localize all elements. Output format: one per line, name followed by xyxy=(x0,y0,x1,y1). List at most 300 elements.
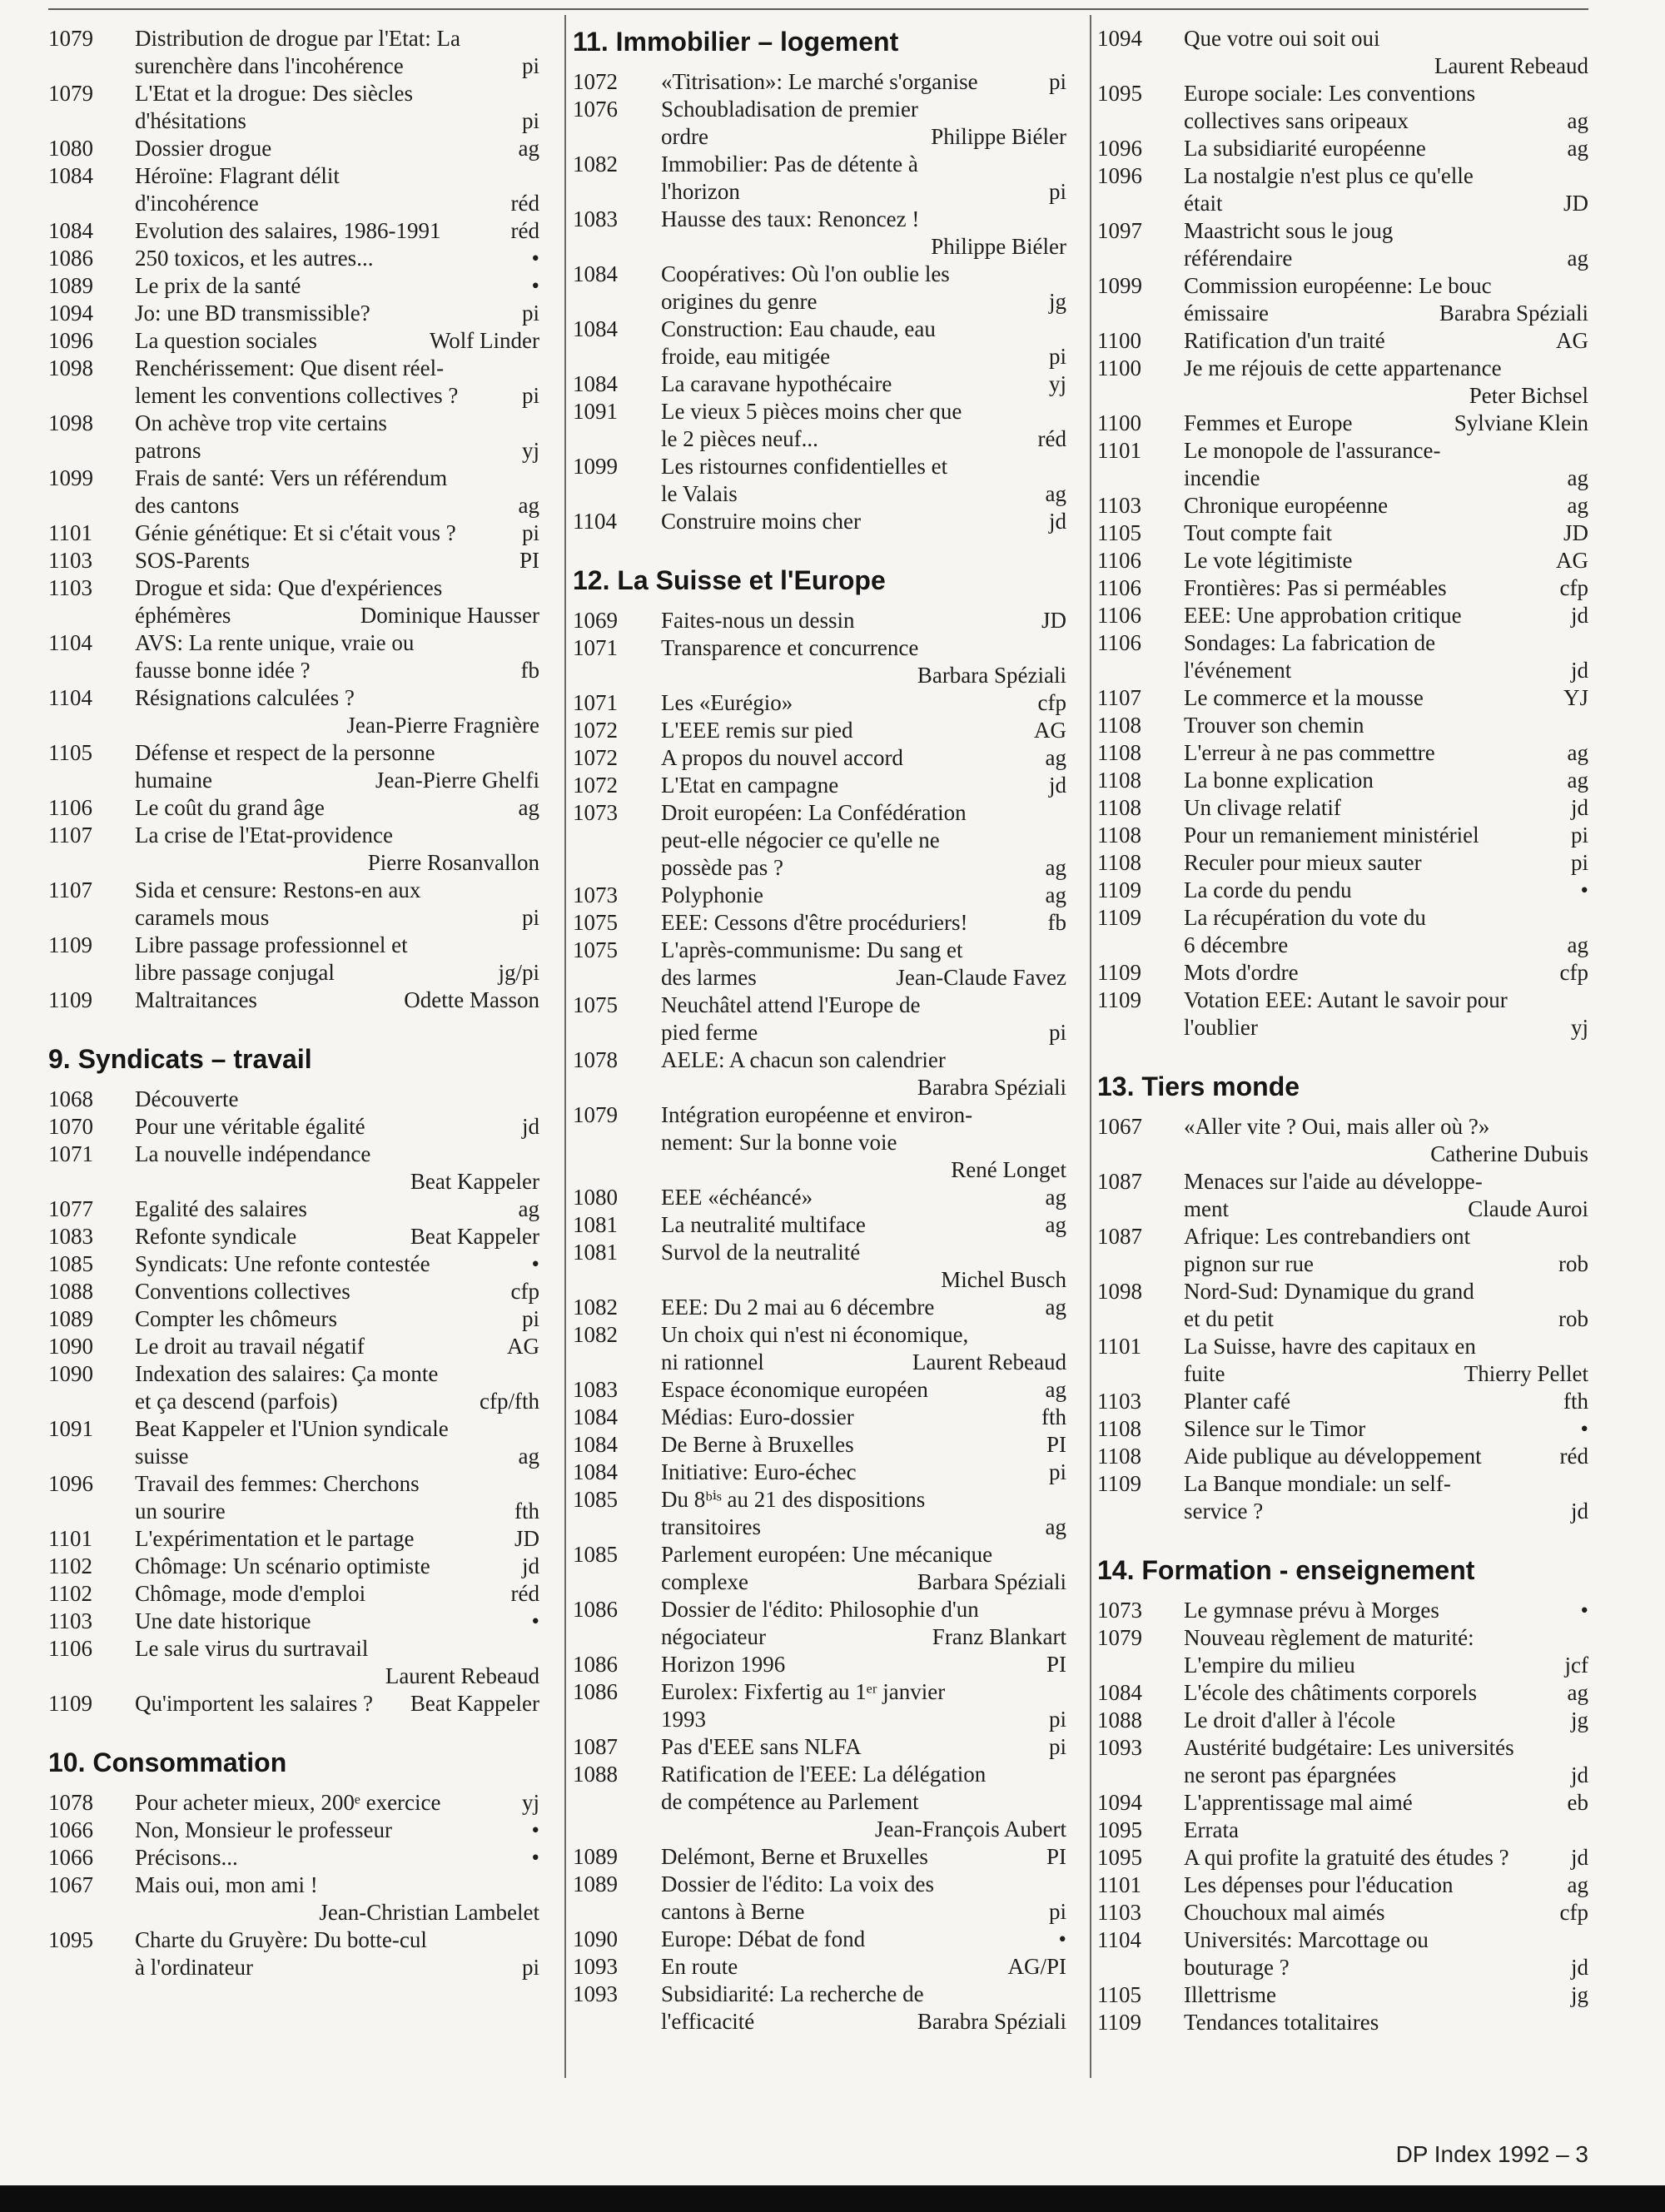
title-fragment: Commission européenne: Le bouc xyxy=(1184,273,1492,298)
issue-number: 1103 xyxy=(1097,1900,1141,1925)
author-credit: pi xyxy=(521,301,539,326)
entry-line xyxy=(661,909,1066,937)
index-entry xyxy=(48,1817,539,1844)
title-fragment: Maastricht sous le joug xyxy=(1184,218,1394,243)
issue-number: 1107 xyxy=(48,877,92,902)
entry-line xyxy=(135,519,539,547)
entry-body xyxy=(661,1596,1066,1651)
entry-body xyxy=(1184,327,1588,355)
section-heading: 13. Tiers monde xyxy=(1097,1071,1300,1101)
issue-number: 1101 xyxy=(48,520,92,545)
issue-number: 1109 xyxy=(1097,960,1141,985)
article-title: Pas d'EEE sans NLFA xyxy=(661,1734,862,1759)
entry-body xyxy=(1184,1443,1588,1470)
entry-line xyxy=(135,1525,539,1553)
title-fragment: Les ristournes confidentielles et xyxy=(661,454,948,479)
entry-line xyxy=(1184,437,1588,465)
entry-line xyxy=(1184,80,1588,107)
author-credit: pi xyxy=(1048,1899,1066,1924)
issue-number: 1105 xyxy=(48,740,92,765)
entry-body xyxy=(135,1608,539,1635)
entry-line xyxy=(135,107,539,135)
top-rule xyxy=(48,8,1588,10)
index-entry xyxy=(48,574,539,629)
author-credit: yj xyxy=(521,438,539,463)
entry-line xyxy=(1184,1872,1588,1899)
entry-line xyxy=(661,261,1066,288)
entry-line xyxy=(661,1101,1066,1129)
issue-number: 1079 xyxy=(573,1102,618,1127)
issue-number: 1109 xyxy=(1097,905,1141,930)
entry-line xyxy=(135,1872,539,1899)
entry-line xyxy=(661,151,1066,178)
title-fragment: L'empire du milieu xyxy=(1184,1653,1355,1678)
author-credit: réd xyxy=(510,218,539,243)
entry-body xyxy=(1184,1333,1588,1388)
index-entry xyxy=(48,1926,539,1981)
article-title xyxy=(661,1541,1066,1596)
article-title: A propos du nouvel accord xyxy=(661,745,903,770)
entry-line xyxy=(661,1349,1066,1376)
author-credit: pi xyxy=(1048,344,1066,369)
author-credit: AG xyxy=(507,1334,539,1359)
author-credit: • xyxy=(531,1845,539,1870)
entry-line xyxy=(1184,1734,1588,1762)
article-title xyxy=(1184,1278,1588,1333)
index-entry xyxy=(48,135,539,162)
issue-number: 1068 xyxy=(48,1086,93,1111)
index-entry xyxy=(1097,849,1588,877)
author-credit: Jean-Pierre Ghelfi xyxy=(375,768,539,793)
author-credit: Thierry Pellet xyxy=(1464,1361,1588,1386)
author-credit: jd xyxy=(1570,1762,1588,1787)
issue-number: 1104 xyxy=(48,630,92,655)
author-credit: AG xyxy=(1556,328,1588,353)
entry-line xyxy=(1184,794,1588,822)
entry-body xyxy=(1184,987,1588,1041)
section-heading: 12. La Suisse et l'Europe xyxy=(573,565,886,595)
article-title xyxy=(661,1871,1066,1926)
entry-body xyxy=(661,1211,1066,1239)
issue-number: 1073 xyxy=(573,800,618,825)
entry-line xyxy=(661,1981,1066,2008)
title-fragment: complexe xyxy=(661,1569,748,1594)
author-credit: jd xyxy=(1570,795,1588,820)
entry-body xyxy=(135,519,539,547)
index-entry xyxy=(573,689,1066,717)
author-credit: jd xyxy=(1570,1499,1588,1524)
article-title: Refonte syndicale xyxy=(135,1224,297,1249)
article-title: Delémont, Berne et Bruxelles xyxy=(661,1844,928,1869)
index-entry xyxy=(573,634,1066,689)
entry-line xyxy=(661,316,1066,343)
entry-body xyxy=(661,1926,1066,1953)
entry-body xyxy=(661,316,1066,370)
article-title: Le vote légitimiste xyxy=(1184,548,1353,573)
article-title: Qu'importent les salaires ? xyxy=(135,1691,374,1716)
entry-body xyxy=(135,80,539,135)
index-entry xyxy=(1097,1223,1588,1278)
article-title xyxy=(135,465,539,519)
index-entry xyxy=(48,1844,539,1872)
entry-body xyxy=(1184,410,1588,437)
title-fragment: Libre passage professionnel et xyxy=(135,932,408,957)
entry-line xyxy=(661,1788,1066,1816)
index-entry xyxy=(1097,80,1588,135)
issue-number: 1089 xyxy=(573,1844,618,1869)
author-credit: pi xyxy=(1048,1734,1066,1759)
index-entry xyxy=(1097,437,1588,492)
issue-number: 1106 xyxy=(1097,548,1141,573)
index-entry xyxy=(573,151,1066,206)
author-credit: Odette Masson xyxy=(404,987,539,1012)
entry-line xyxy=(661,370,1066,398)
entry-body xyxy=(135,1525,539,1553)
author-credit: ag xyxy=(1045,1212,1066,1237)
entry-body xyxy=(135,1195,539,1223)
article-title xyxy=(135,629,539,684)
issue-number: 1109 xyxy=(48,987,92,1012)
article-title xyxy=(661,96,1066,151)
entry-body xyxy=(1184,217,1588,272)
article-title: Planter café xyxy=(1184,1389,1291,1414)
index-entry xyxy=(1097,794,1588,822)
author-credit: Barbara Spéziali xyxy=(917,663,1066,688)
entry-body xyxy=(1184,1844,1588,1872)
article-title: Ratification d'un traité xyxy=(1184,328,1385,353)
title-fragment: Nord-Sud: Dynamique du grand xyxy=(1184,1279,1474,1304)
issue-number: 1072 xyxy=(573,718,618,743)
index-entry xyxy=(1097,712,1588,739)
title-fragment: cantons à Berne xyxy=(661,1899,805,1924)
issue-number: 1100 xyxy=(1097,328,1141,353)
author-credit: yj xyxy=(1048,371,1066,396)
issue-number: 1108 xyxy=(1097,740,1141,765)
entry-line xyxy=(1184,1470,1588,1498)
entry-line xyxy=(135,1443,539,1470)
entry-body xyxy=(661,937,1066,992)
issue-number: 1103 xyxy=(1097,1389,1141,1414)
index-entry xyxy=(48,822,539,877)
index-entry xyxy=(1097,1844,1588,1872)
author-credit: • xyxy=(531,246,539,271)
title-fragment: Ratification de l'EEE: La délégation xyxy=(661,1762,987,1787)
issue-number: 1102 xyxy=(48,1581,92,1606)
entry-line xyxy=(1184,739,1588,767)
entry-line xyxy=(1184,1168,1588,1195)
issue-number: 1090 xyxy=(48,1361,93,1386)
entry-line xyxy=(661,123,1066,151)
entry-body xyxy=(1184,1817,1588,1844)
issue-number: 1108 xyxy=(1097,768,1141,793)
author-credit: ag xyxy=(1567,932,1588,957)
title-fragment: et du petit xyxy=(1184,1306,1274,1331)
entry-body xyxy=(135,300,539,327)
index-entry xyxy=(48,1608,539,1635)
issue-number: 1108 xyxy=(1097,795,1141,820)
article-title xyxy=(135,355,539,410)
author-credit: Jean-Pierre Fragnière xyxy=(346,713,539,738)
issue-number: 1105 xyxy=(1097,520,1141,545)
author-credit: • xyxy=(1580,877,1588,902)
entry-line xyxy=(1184,1652,1588,1679)
index-entry xyxy=(1097,327,1588,355)
article-title: Chômage, mode d'emploi xyxy=(135,1581,366,1606)
title-fragment: fausse bonne idée ? xyxy=(135,658,311,683)
issue-number: 1107 xyxy=(1097,685,1141,710)
entry-body xyxy=(135,1250,539,1278)
article-title: EEE: Cessons d'être procéduriers! xyxy=(661,910,968,935)
issue-number: 1095 xyxy=(1097,81,1142,106)
issue-number: 1098 xyxy=(48,410,93,435)
entry-line xyxy=(1184,25,1588,52)
entry-line xyxy=(135,80,539,107)
title-fragment: fuite xyxy=(1184,1361,1225,1386)
index-entry xyxy=(48,1223,539,1250)
entry-body xyxy=(1184,574,1588,602)
issue-number: 1095 xyxy=(1097,1817,1142,1842)
entry-line xyxy=(1184,190,1588,217)
index-entry xyxy=(573,1294,1066,1321)
issue-number: 1080 xyxy=(48,136,93,161)
title-fragment: référendaire xyxy=(1184,246,1293,271)
index-entry xyxy=(1097,877,1588,904)
entry-line xyxy=(1184,1278,1588,1305)
entry-body xyxy=(661,1486,1066,1541)
author-credit: • xyxy=(1058,1926,1066,1951)
issue-number: 1099 xyxy=(48,465,93,490)
issue-number: 1084 xyxy=(573,316,618,341)
index-entry xyxy=(573,398,1066,453)
index-entry xyxy=(573,1678,1066,1733)
entry-body xyxy=(1184,904,1588,959)
author-credit: pi xyxy=(1048,69,1066,94)
entry-line xyxy=(135,1817,539,1844)
title-fragment: Menaces sur l'aide au développe- xyxy=(1184,1169,1483,1194)
issue-number: 1109 xyxy=(1097,2010,1141,2035)
author-credit: ag xyxy=(518,493,539,518)
author-credit: ag xyxy=(1045,855,1066,880)
author-credit: cfp xyxy=(1559,960,1588,985)
index-entry xyxy=(1097,492,1588,519)
article-title: «Titrisation»: Le marché s'organise xyxy=(661,69,978,94)
issue-number: 1084 xyxy=(573,261,618,286)
entry-body xyxy=(661,398,1066,453)
section-heading: 14. Formation - enseignement xyxy=(1097,1555,1475,1585)
issue-number: 1067 xyxy=(48,1872,93,1897)
entry-body xyxy=(135,1333,539,1360)
entry-line xyxy=(661,1623,1066,1651)
title-fragment: collectives sans oripeaux xyxy=(1184,108,1409,133)
title-fragment: La récupération du vote du xyxy=(1184,905,1426,930)
entry-body xyxy=(661,1678,1066,1733)
article-title: Je me réjouis de cette appartenance xyxy=(1184,355,1502,380)
author-credit: Barabra Spéziali xyxy=(1439,301,1588,326)
index-entry xyxy=(573,1239,1066,1294)
entry-line xyxy=(135,245,539,272)
article-title: L'apprentissage mal aimé xyxy=(1184,1790,1413,1815)
issue-number: 1095 xyxy=(48,1927,93,1952)
author-credit: ag xyxy=(1045,481,1066,506)
article-title: Evolution des salaires, 1986-1991 xyxy=(135,218,441,243)
index-entry xyxy=(573,1431,1066,1459)
author-credit: Barabra Spéziali xyxy=(917,1075,1066,1100)
article-title: L'EEE remis sur pied xyxy=(661,718,853,743)
article-title xyxy=(661,799,1066,882)
entry-line xyxy=(135,904,539,932)
author-credit: Beat Kappeler xyxy=(410,1224,539,1249)
index-entry xyxy=(573,206,1066,261)
issue-number: 1073 xyxy=(573,882,618,907)
entry-body xyxy=(1184,712,1588,739)
title-fragment: Dossier de l'édito: La voix des xyxy=(661,1872,935,1896)
author-credit: jd xyxy=(1048,773,1066,798)
index-entry xyxy=(1097,959,1588,987)
title-fragment: Frais de santé: Vers un référendum xyxy=(135,465,448,490)
entry-line xyxy=(661,1239,1066,1266)
index-entry xyxy=(1097,574,1588,602)
entry-line xyxy=(1184,272,1588,300)
entry-body xyxy=(1184,1223,1588,1278)
index-entry xyxy=(1097,2009,1588,2036)
entry-line xyxy=(661,1926,1066,1953)
index-entry xyxy=(1097,25,1588,80)
entry-body xyxy=(661,717,1066,744)
article-title xyxy=(135,410,539,465)
author-credit: ag xyxy=(1567,768,1588,793)
entry-line xyxy=(661,1184,1066,1211)
article-title: Mots d'ordre xyxy=(1184,960,1299,985)
entry-body xyxy=(135,1926,539,1981)
author-credit: ag xyxy=(1045,1377,1066,1402)
author-credit: Philippe Biéler xyxy=(931,124,1066,149)
index-entry xyxy=(48,1141,539,1195)
entry-line xyxy=(661,508,1066,535)
title-fragment: pied ferme xyxy=(661,1020,758,1045)
article-title: Tendances totalitaires xyxy=(1184,2010,1379,2035)
article-title xyxy=(1184,217,1588,272)
issue-number: 1072 xyxy=(573,69,618,94)
index-entry xyxy=(573,1101,1066,1184)
issue-number: 1084 xyxy=(573,371,618,396)
author-credit: jd xyxy=(521,1114,539,1139)
entry-body xyxy=(661,607,1066,634)
article-title xyxy=(1184,162,1588,217)
author-credit: Barabra Spéziali xyxy=(917,2009,1066,2034)
index-column-1 xyxy=(48,25,539,1981)
issue-number: 1073 xyxy=(1097,1598,1142,1623)
title-fragment: 6 décembre xyxy=(1184,932,1289,957)
index-entry xyxy=(48,327,539,355)
title-fragment: Neuchâtel attend l'Europe de xyxy=(661,992,921,1017)
entry-line xyxy=(1184,1926,1588,1954)
index-entry xyxy=(48,217,539,245)
entry-body xyxy=(135,1690,539,1717)
index-entry xyxy=(1097,1278,1588,1333)
issue-number: 1085 xyxy=(573,1487,618,1512)
entry-line xyxy=(1184,1443,1588,1470)
entry-body xyxy=(661,1871,1066,1926)
entry-line xyxy=(1184,1789,1588,1817)
issue-number: 1079 xyxy=(48,81,93,106)
index-entry xyxy=(573,1871,1066,1926)
index-entry xyxy=(1097,739,1588,767)
title-fragment: L'Etat et la drogue: Des siècles xyxy=(135,81,413,106)
entry-body xyxy=(661,1651,1066,1678)
index-entry xyxy=(48,272,539,300)
index-entry xyxy=(1097,1597,1588,1624)
entry-line xyxy=(135,1926,539,1954)
issue-number: 1106 xyxy=(1097,575,1141,600)
index-entry xyxy=(48,245,539,272)
entry-body xyxy=(661,634,1066,689)
author-credit: ag xyxy=(1567,465,1588,490)
article-title xyxy=(1184,904,1588,959)
index-column-3 xyxy=(1097,25,1588,2036)
title-fragment: On achève trop vite certains xyxy=(135,410,387,435)
author-credit: réd xyxy=(1037,426,1066,451)
author-credit: jd xyxy=(1570,603,1588,628)
entry-line xyxy=(1184,1113,1588,1141)
title-fragment: l'événement xyxy=(1184,658,1292,683)
issue-number: 1096 xyxy=(48,328,93,353)
entry-line xyxy=(135,327,539,355)
article-title: Construire moins cher xyxy=(661,509,861,534)
article-title xyxy=(661,1678,1066,1733)
entry-body xyxy=(661,261,1066,316)
author-credit: Pierre Rosanvallon xyxy=(367,850,539,875)
entry-body xyxy=(135,135,539,162)
entry-line xyxy=(661,1514,1066,1541)
entry-line xyxy=(135,877,539,904)
author-credit: Laurent Rebeaud xyxy=(385,1663,539,1688)
article-title: Frontières: Pas si perméables xyxy=(1184,575,1447,600)
title-fragment: Parlement européen: Une mécanique xyxy=(661,1542,993,1567)
entry-body xyxy=(135,162,539,217)
entry-line xyxy=(135,1278,539,1305)
issue-number: 1103 xyxy=(48,575,92,600)
section-heading: 11. Immobilier – logement xyxy=(573,27,899,57)
article-title: Les dépenses pour l'éducation xyxy=(1184,1872,1454,1897)
author-credit: cfp/fth xyxy=(480,1389,539,1414)
entry-body xyxy=(135,1817,539,1844)
entry-body xyxy=(135,1141,539,1195)
entry-body xyxy=(1184,767,1588,794)
article-title: Faites-nous un dessin xyxy=(661,608,855,633)
entry-body xyxy=(135,932,539,987)
index-entry xyxy=(1097,1734,1588,1789)
author-credit: JD xyxy=(1041,608,1066,633)
entry-line xyxy=(1184,959,1588,987)
index-entry xyxy=(1097,355,1588,410)
issue-number: 1106 xyxy=(48,1636,92,1661)
index-entry xyxy=(1097,1926,1588,1981)
issue-number: 1096 xyxy=(1097,136,1142,161)
article-title xyxy=(135,739,539,794)
title-fragment: négociateur xyxy=(661,1624,766,1649)
entry-body xyxy=(1184,877,1588,904)
index-entry xyxy=(48,355,539,410)
entry-line xyxy=(1184,300,1588,327)
article-title: EEE: Une approbation critique xyxy=(1184,603,1462,628)
issue-number: 1084 xyxy=(1097,1680,1142,1705)
article-title: Conventions collectives xyxy=(135,1279,350,1304)
author-credit: Philippe Biéler xyxy=(931,234,1066,259)
index-entry xyxy=(1097,1443,1588,1470)
entry-body xyxy=(661,772,1066,799)
index-entry xyxy=(48,1470,539,1525)
entry-line xyxy=(135,1086,539,1113)
